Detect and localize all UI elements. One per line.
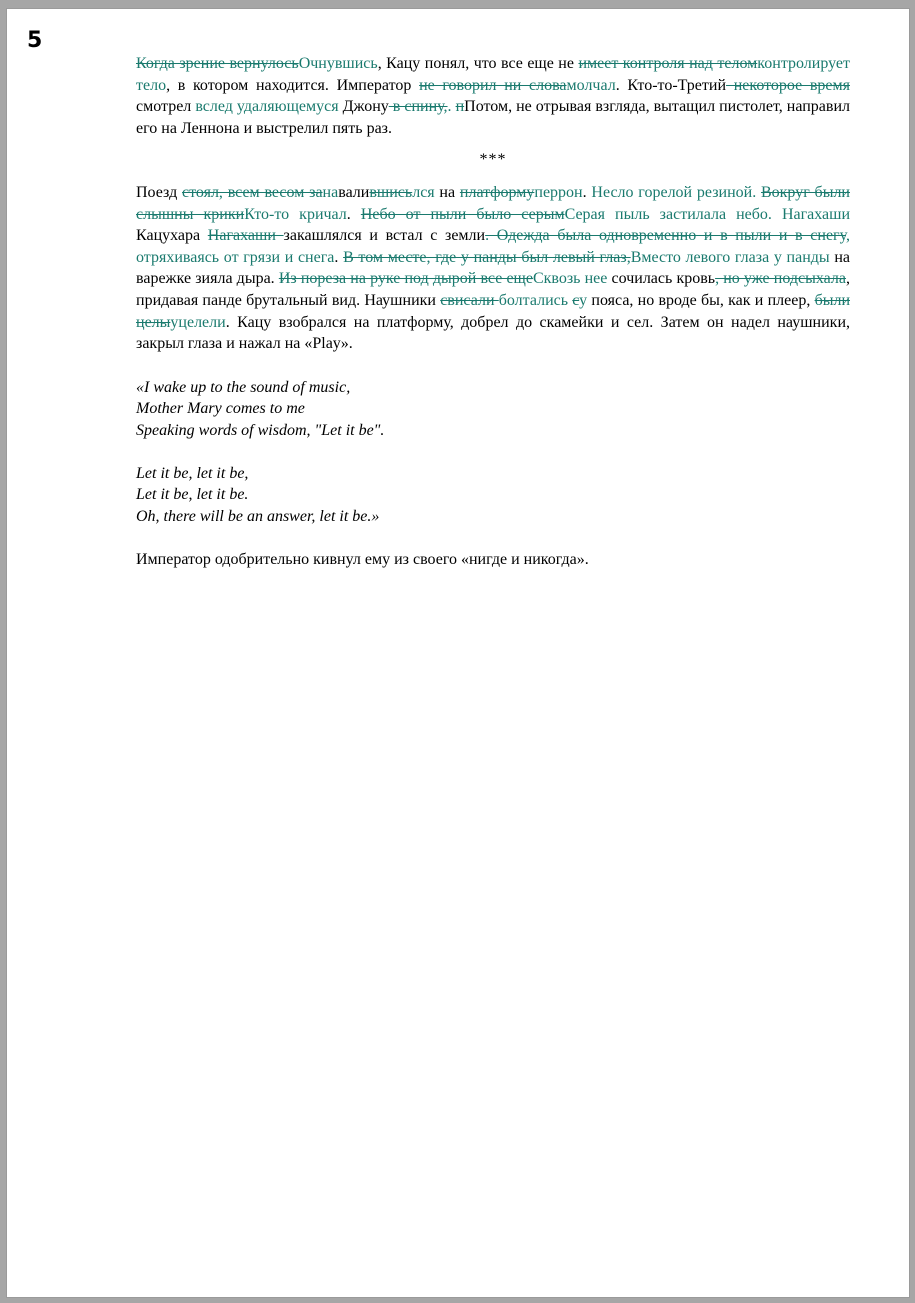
text-run: пояса, но вроде бы, как и плеер, <box>587 291 815 309</box>
inserted-text: контролирует тело <box>136 55 851 94</box>
deleted-text: Из пореза на руке под дырой все еще <box>278 270 533 288</box>
deleted-text: стоял, всем весом за <box>182 183 323 201</box>
inserted-text: лся <box>412 183 435 201</box>
text-run: сочилась кровь <box>607 270 716 288</box>
text-run: Поезд <box>136 183 182 201</box>
deleted-text: . Одежда была одновременно и в пыли и в снегу <box>485 227 847 245</box>
text-run: . Кацу взобрался на платформу, добрел до скамейки и сел. Затем он надел наушники, закрыл глаза и нажал на «Play». <box>136 313 850 353</box>
text-run: на варежке зияла дыра. <box>136 248 851 288</box>
lyrics-line: Speaking words of wisdom, "Let it be". <box>136 421 385 439</box>
text-run: , придавая панде брутальный вид. Наушники <box>136 270 851 309</box>
text-run: , Кацу понял, что все еще не <box>377 55 579 72</box>
inserted-text: Несло горелой резиной. <box>591 183 761 201</box>
text-run: смотрел <box>136 98 196 116</box>
lyrics-line: Let it be, let it be. <box>136 486 249 504</box>
inserted-text: на <box>322 183 339 201</box>
text-run: . <box>334 248 344 266</box>
deleted-text: были целы <box>136 291 850 331</box>
text-run: . <box>346 205 361 223</box>
deleted-text: платформу <box>459 183 535 201</box>
text-run: Джону <box>338 98 389 116</box>
blank-line <box>136 442 850 463</box>
text-run: закашлялся и встал с земли <box>283 227 486 245</box>
text-run: на <box>434 183 460 201</box>
blank-line <box>136 355 850 377</box>
lyrics-line: «I wake up to the sound of music, <box>136 378 351 396</box>
paragraph-1 <box>136 53 850 139</box>
text-run: . Кто-то-Третий <box>615 76 727 94</box>
inserted-text: , отряхиваясь от грязи и снега <box>136 227 851 266</box>
text-run: . <box>582 183 592 201</box>
blank-line <box>136 527 850 549</box>
lyrics-stanza-2 <box>136 463 850 528</box>
deleted-text: Нагахаши <box>207 227 284 245</box>
section-separator: *** <box>479 151 507 169</box>
inserted-text: у <box>579 291 588 309</box>
deleted-text: некоторое время <box>726 76 850 94</box>
inserted-text: болтались <box>498 291 573 309</box>
closing-paragraph: Император одобрительно кивнул ему из своего «нигде и никогда». <box>136 551 589 569</box>
page-number: 5 <box>27 28 43 53</box>
deleted-text: п <box>455 98 465 116</box>
document-page <box>7 9 909 1297</box>
inserted-text: Вместо левого глаза у панды <box>630 248 830 266</box>
lyrics-stanza-1 <box>136 377 850 442</box>
text-run: Потом, не отрывая взгляда, вытащил пистолет, направил его на Леннона и выстрелил пять раз. <box>136 98 850 137</box>
deleted-text: Небо от пыли было серым <box>360 205 565 223</box>
deleted-text: с <box>572 291 580 309</box>
inserted-text: Серая пыль застилала небо. Нагахаши <box>564 205 851 223</box>
deleted-text: свисали <box>440 291 499 309</box>
deleted-text: Когда зрение вернулось <box>136 55 299 72</box>
text-run: вали <box>338 183 370 201</box>
inserted-text: Сквозь нее <box>532 270 608 288</box>
text-run: Кацухара <box>136 227 208 245</box>
inserted-text: вслед удаляющемуся <box>195 98 339 116</box>
deleted-text: Вокруг были слышны крики <box>136 183 850 223</box>
deleted-text: имеет контроля над телом <box>578 55 758 72</box>
paragraph-2 <box>136 182 850 355</box>
inserted-text: уцелели <box>170 313 226 331</box>
lyrics-line: Mother Mary comes to me <box>136 400 305 418</box>
inserted-text: перрон <box>534 183 583 201</box>
lyrics-line: Oh, there will be an answer, let it be.» <box>136 507 380 525</box>
deleted-text: В том месте, где у панды был левый глаз, <box>343 248 631 266</box>
deleted-text: , но уже подсыхала <box>715 270 847 288</box>
lyrics-line: Let it be, let it be, <box>136 464 249 482</box>
text-run: , в котором находится. Император <box>166 76 420 94</box>
deleted-text: не говорил ни слова <box>419 76 567 94</box>
inserted-text: Очнувшись <box>298 55 378 72</box>
deleted-text: вшись <box>369 183 413 201</box>
inserted-text: Кто-то кричал <box>244 205 347 223</box>
document-body <box>136 53 850 571</box>
deleted-text: в спину, <box>388 98 448 116</box>
inserted-text: молчал <box>566 76 616 94</box>
inserted-text: . <box>447 98 456 116</box>
